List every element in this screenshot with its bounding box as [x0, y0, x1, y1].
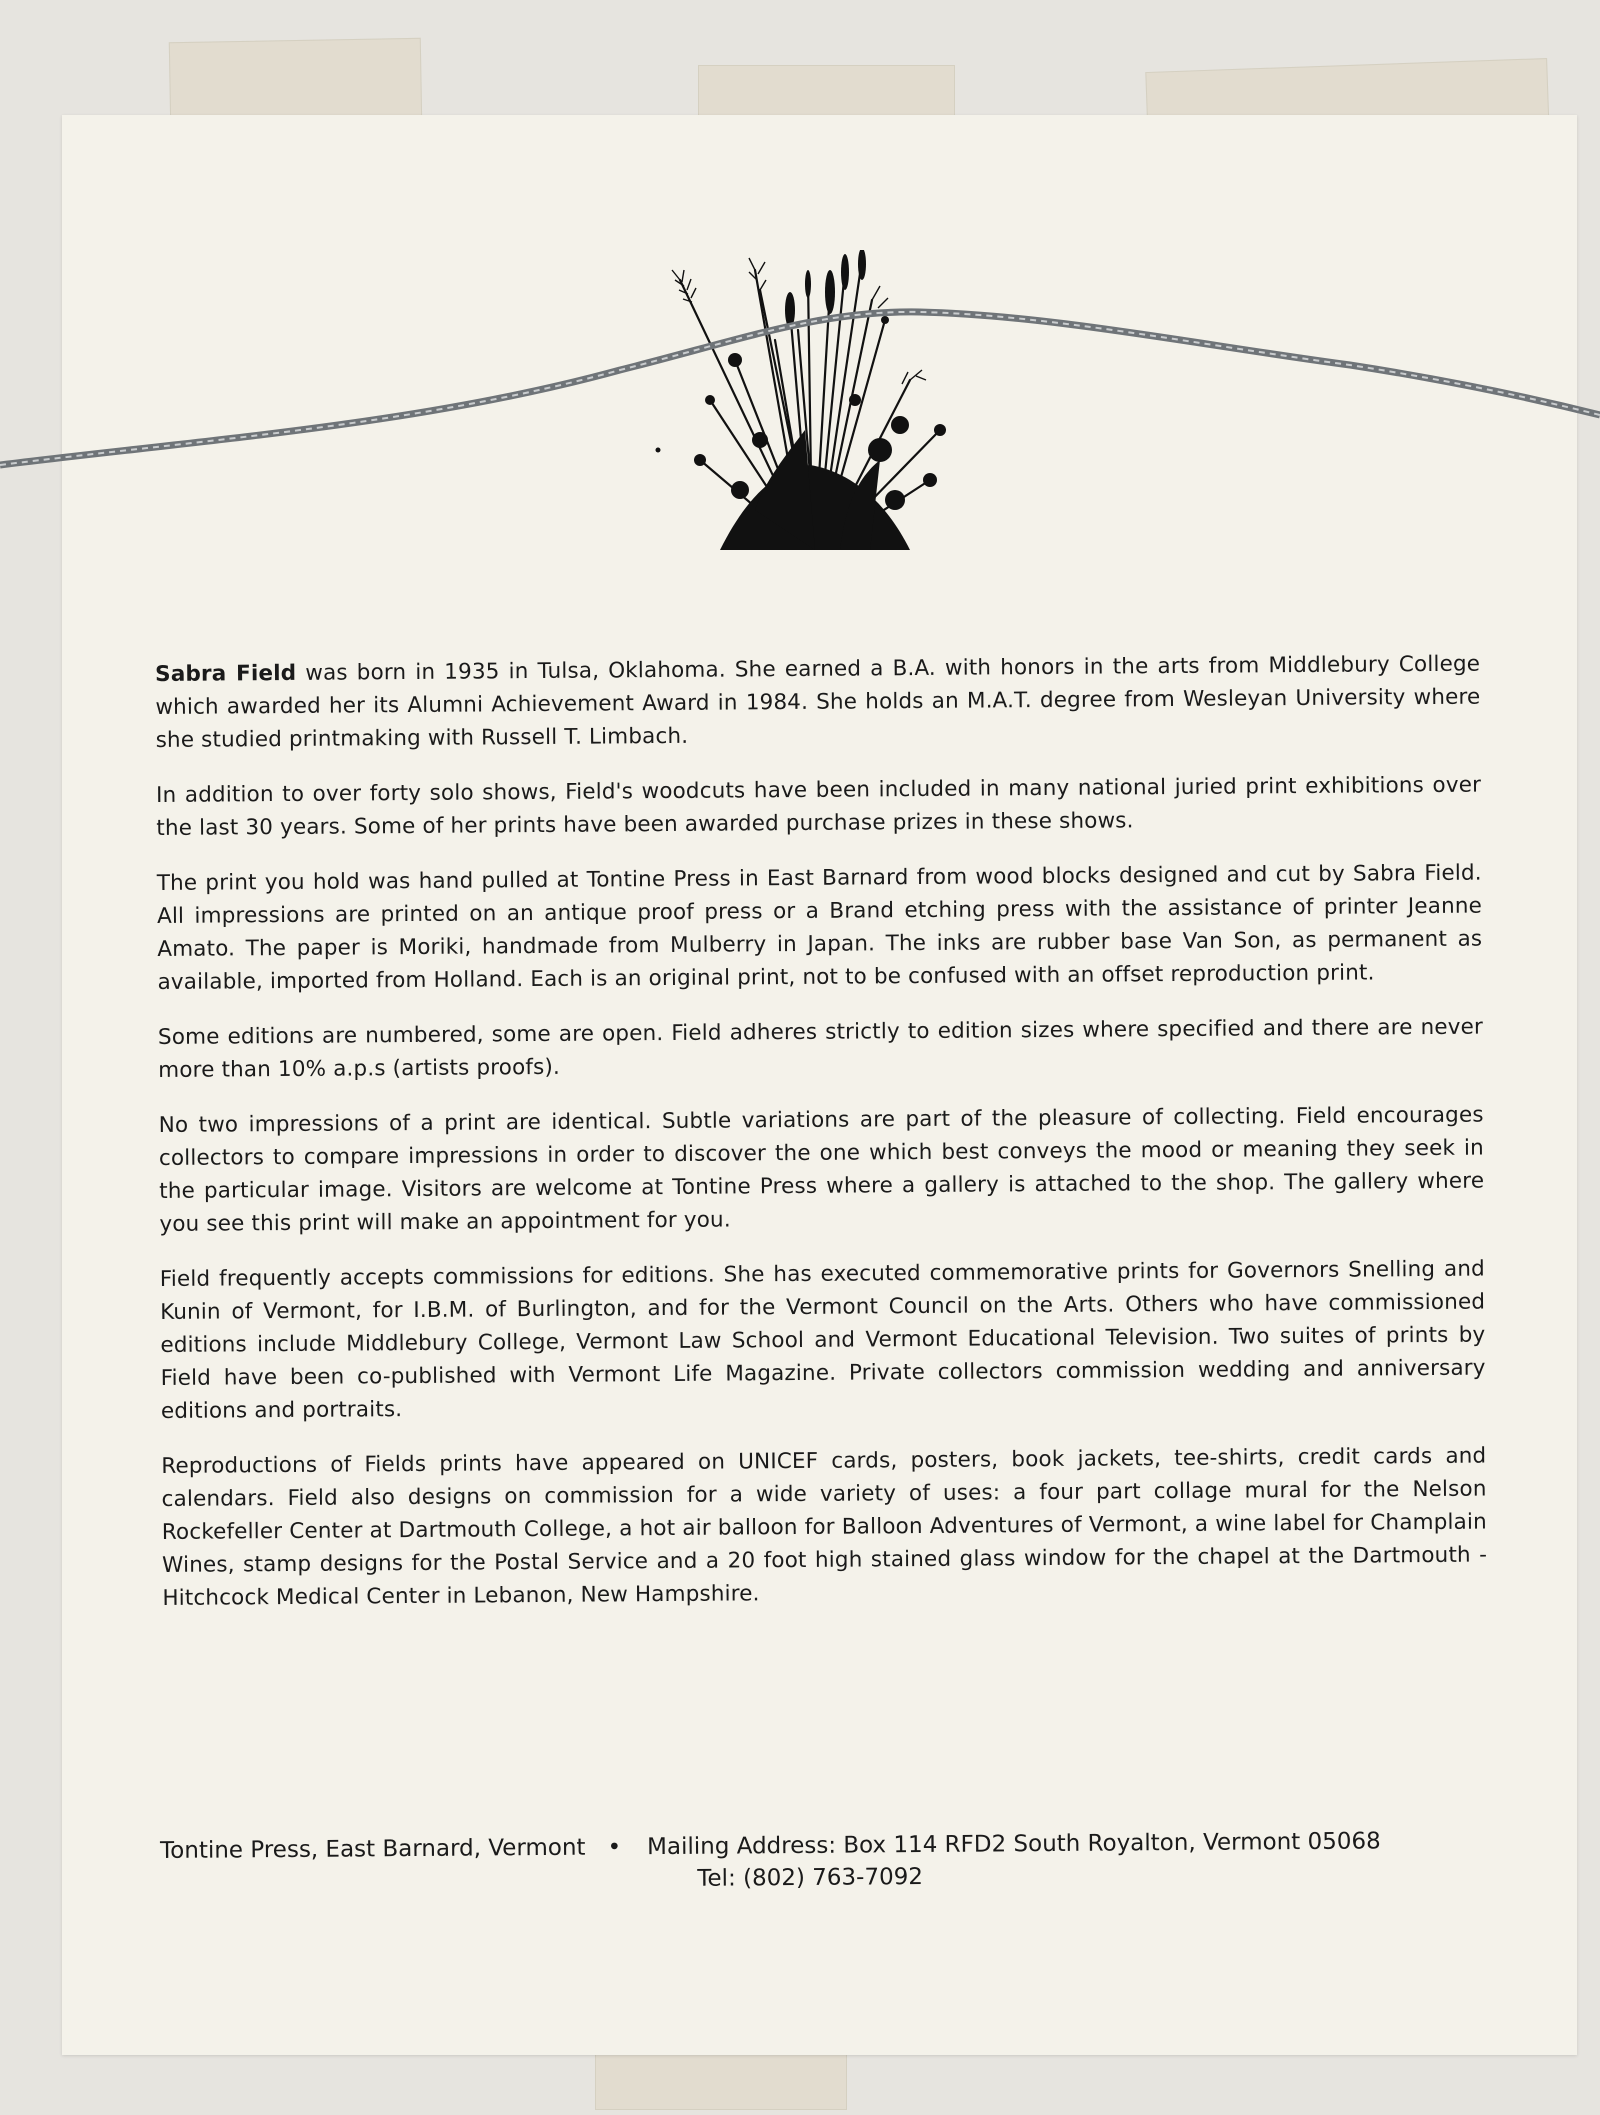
paragraph-2: In addition to over forty solo shows, Field's woodcuts have been included in many national juried print exhibitions over the last 30 years. Some of her prints have been awarded purchase prizes in these shows.: [155, 772, 1482, 841]
artist-name: Sabra Field: [155, 660, 297, 687]
bullet-separator: •: [607, 1834, 622, 1861]
telephone-number: Tel: (802) 763-7092: [697, 1864, 924, 1892]
paragraph-5: No two impressions of a print are identical. Subtle variations are part of the pleasure of collecting. Field encourages collectors to compare impressions in order to discover the one which best conveys the mood or meaning they seek in the particular image. Visitors are welcome at Tontine Press where a gallery is attached to the shop. The gallery where you see this print will make an appointment for you.: [158, 1102, 1485, 1237]
twisted-wire: [0, 290, 1600, 480]
paragraph-1: Sabra Field was born in 1935 in Tulsa, Oklahoma. She earned a B.A. with honors in the arts from Middlebury College which awarded her its Alumni Achievement Award in 1984. She holds an M.A.T. degree from Wesleyan University where she studied printmaking with Russell T. Limbach.: [155, 651, 1481, 753]
paragraph-6: Field frequently accepts commissions for editions. She has executed commemorative prints for Governors Snelling and Kunin of Vermont, for I.B.M. of Burlington, and for the Vermont Council on the Arts. Others who have commissioned editions include Middlebury College, Vermont Law School and Vermont Educational Television. Two suites of prints by Field have been co-published with Vermont Life Magazine. Private collectors commission wedding and anniversary editions and portraits.: [159, 1256, 1486, 1424]
mailing-address: Mailing Address: Box 114 RFD2 South Royalton, Vermont 05068: [646, 1828, 1381, 1861]
paragraph-3: The print you hold was hand pulled at Tontine Press in East Barnard from wood blocks designed and cut by Sabra Field. All impressions are printed on an antique proof press or a Brand etching press with the assistance of printer Jeanne Amato. The paper is Moriki, handmade from Mulberry in Japan. The inks are rubber base Van Son, as permanent as available, imported from Holland. Each is an original print, not to be confused with an offset reproduction print.: [156, 860, 1483, 995]
paragraph-4: Some editions are numbered, some are open. Field adheres strictly to edition sizes where specified and there are never more than 10% a.p.s (artists proofs).: [157, 1014, 1484, 1083]
paragraph-7: Reproductions of Fields prints have appeared on UNICEF cards, posters, book jackets, tee-shirts, credit cards and calendars. Field also designs on commission for a wide variety of uses: a four part collage mural for the Nelson Rockefeller Center at Dartmouth College, a hot air balloon for Balloon Adventures of Vermont, a wine label for Champlain Wines, stamp designs for the Postal Service and a 20 foot high stained glass window for the chapel at the Dartmouth - Hitchcock Medical Center in Lebanon, New Hampshire.: [161, 1443, 1488, 1611]
press-location: Tontine Press, East Barnard, Vermont: [160, 1834, 586, 1864]
contact-footer: [160, 1828, 1490, 1896]
biography-text: [155, 648, 1488, 1637]
